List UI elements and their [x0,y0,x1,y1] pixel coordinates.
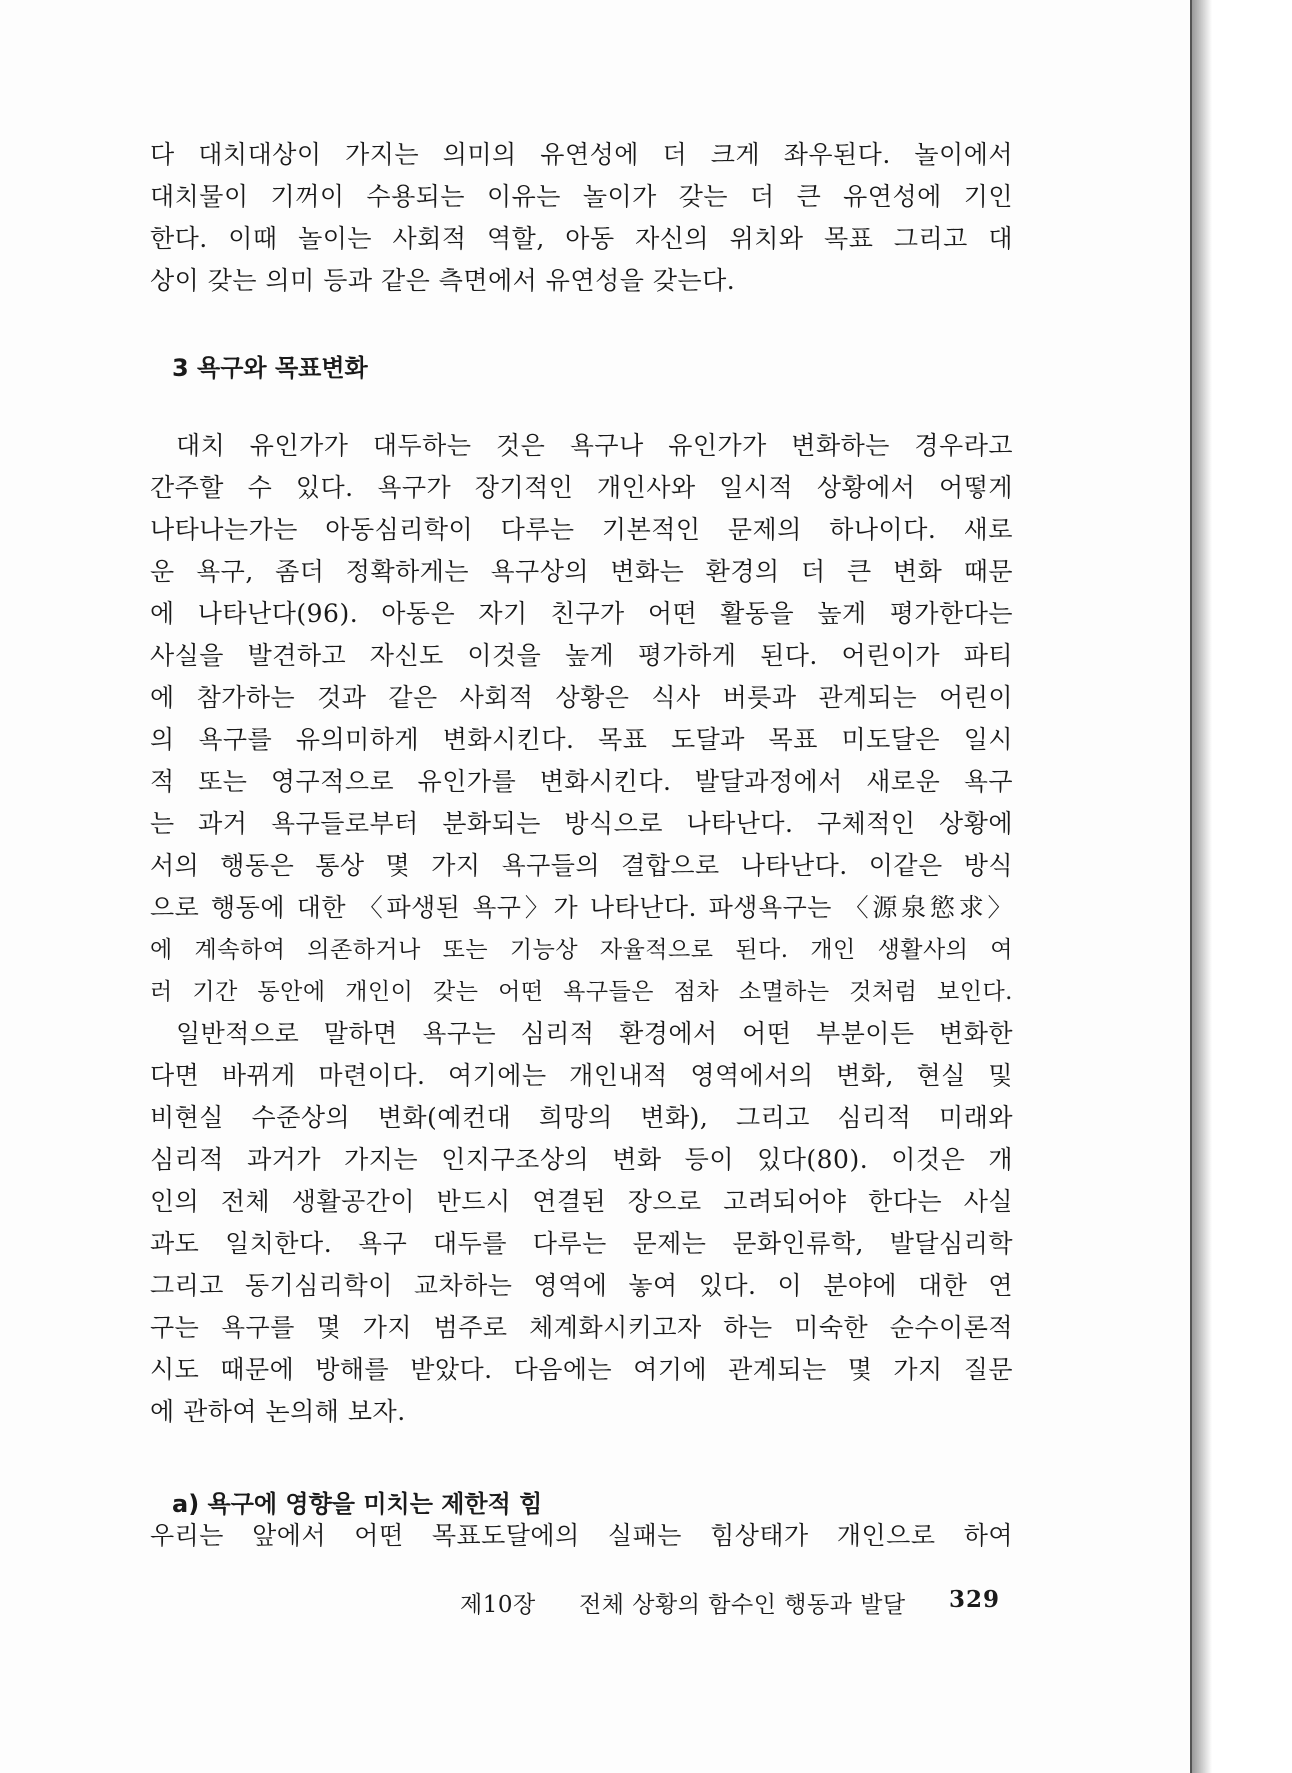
page-edge-shadow [1192,0,1212,1773]
text-line: 의 욕구를 유의미하게 변화시킨다. 목표 도달과 목표 미도달은 일시 [150,725,1013,754]
page-number: 329 [948,1586,1000,1613]
paragraph-3 [150,1013,1013,1433]
paragraph-2 [150,425,1013,1013]
text-line: 에 나타난다(96). 아동은 자기 친구가 어떤 활동을 높게 평가한다는 [150,599,1013,628]
text-line: 는 과거 욕구들로부터 분화되는 방식으로 나타난다. 구체적인 상황에 [150,809,1013,838]
text-line: 다면 바뀌게 마련이다. 여기에는 개인내적 영역에서의 변화, 현실 및 [150,1061,1013,1090]
text-line: 구는 욕구를 몇 가지 범주로 체계화시키고자 하는 미숙한 순수이론적 [150,1313,1013,1342]
footer-running-title: 전체 상황의 함수인 행동과 발달 [579,1592,906,1618]
page-footer [460,1586,1000,1619]
text-line: 에 참가하는 것과 같은 사회적 상황은 식사 버릇과 관계되는 어린이 [150,683,1013,712]
text-line: 간주할 수 있다. 욕구가 장기적인 개인사와 일시적 상황에서 어떻게 [150,473,1013,502]
text-line: 상이 갖는 의미 등과 같은 측면에서 유연성을 갖는다. [150,266,736,295]
text-line: 과도 일치한다. 욕구 대두를 다루는 문제는 문화인류학, 발달심리학 [150,1229,1013,1258]
text-line: 사실을 발견하고 자신도 이것을 높게 평가하게 된다. 어린이가 파티 [150,641,1013,670]
paragraph-1 [150,134,1013,302]
text-line: 심리적 과거가 가지는 인지구조상의 변화 등이 있다(80). 이것은 개 [150,1145,1013,1174]
text-line: 에 관하여 논의해 보자. [150,1397,406,1426]
text-line: 운 욕구, 좀더 정확하게는 욕구상의 변화는 환경의 더 큰 변화 때문 [150,557,1013,586]
text-line: 으로 행동에 대한 〈파생된 욕구〉가 나타난다. 파생욕구는 〈源泉慾求〉 [150,893,1013,922]
text-line: 인의 전체 생활공간이 반드시 연결된 장으로 고려되어야 한다는 사실 [150,1187,1013,1216]
text-line: 러 기간 동안에 개인이 갖는 어떤 욕구들은 점차 소멸하는 것처럼 보인다. [150,979,1013,1005]
text-line: 나타나는가는 아동심리학이 다루는 기본적인 문제의 하나이다. 새로 [150,515,1013,544]
text-line: 다 대치대상이 가지는 의미의 유연성에 더 크게 좌우된다. 놀이에서 [150,140,1013,169]
footer-chapter: 제10장 [460,1592,536,1618]
text-line: 그리고 동기심리학이 교차하는 영역에 놓여 있다. 이 분야에 대한 연 [150,1271,1013,1300]
subheading: a) 욕구에 영향을 미치는 제한적 힘 [172,1490,543,1518]
paragraph-4 [150,1515,1013,1557]
text-line: 비현실 수준상의 변화(예컨대 희망의 변화), 그리고 심리적 미래와 [150,1103,1013,1132]
text-line: 대치 유인가가 대두하는 것은 욕구나 유인가가 변화하는 경우라고 [176,431,1013,460]
text-line: 일반적으로 말하면 욕구는 심리적 환경에서 어떤 부분이든 변화한 [176,1019,1013,1048]
text-line: 한다. 이때 놀이는 사회적 역할, 아동 자신의 위치와 목표 그리고 대 [150,224,1013,253]
text-line: 시도 때문에 방해를 받았다. 다음에는 여기에 관계되는 몇 가지 질문 [150,1355,1013,1384]
text-line: 우리는 앞에서 어떤 목표도달에의 실패는 힘상태가 개인으로 하여 [150,1521,1013,1550]
text-line: 대치물이 기꺼이 수용되는 이유는 놀이가 갖는 더 큰 유연성에 기인 [150,182,1013,211]
section-heading: 3 욕구와 목표변화 [172,354,368,382]
text-line: 적 또는 영구적으로 유인가를 변화시킨다. 발달과정에서 새로운 욕구 [150,767,1013,796]
text-line: 서의 행동은 통상 몇 가지 욕구들의 결합으로 나타난다. 이같은 방식 [150,851,1013,880]
text-line: 에 계속하여 의존하거나 또는 기능상 자율적으로 된다. 개인 생활사의 여 [150,937,1013,963]
